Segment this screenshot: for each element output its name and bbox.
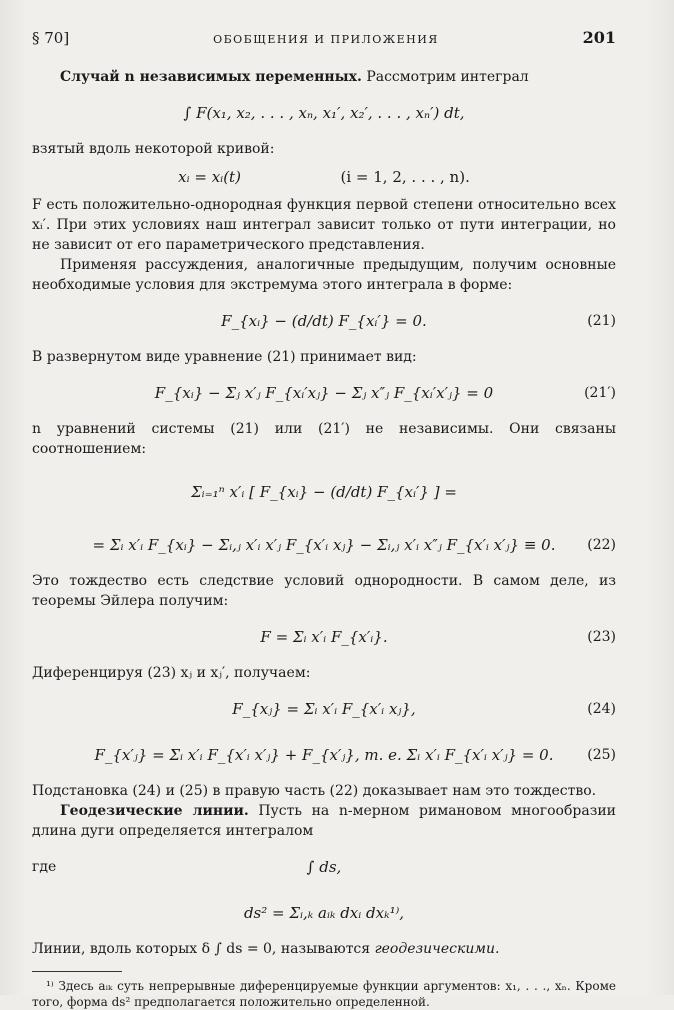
- run-in-heading: Случай n независимых переменных.: [60, 69, 362, 85]
- formula-21: [32, 301, 616, 341]
- paragraph-geodesic: [32, 801, 616, 841]
- paragraph-identity: Это тождество есть следствие условий однородности. В самом деле, из теоремы Эйлера получим:: [32, 573, 616, 609]
- section-ref: § 70]: [32, 29, 70, 47]
- equation-number-23: (23): [587, 629, 616, 645]
- formula-21-prime-expr: F_{xᵢ} − Σⱼ x′ⱼ F_{xᵢ′xⱼ} − Σⱼ x″ⱼ F_{xᵢ′x′ⱼ} = 0: [154, 384, 494, 402]
- footnote-divider: [32, 971, 122, 972]
- equation-number-24: (24): [587, 701, 616, 717]
- equation-number-25: (25): [587, 747, 616, 763]
- geodesic-definition-text: Линии, вдоль которых δ ∫ ds = 0, называются: [32, 941, 371, 957]
- paragraph-n-variables: [32, 67, 616, 87]
- formula-24-expr: F_{xⱼ} = Σᵢ x′ᵢ F_{x′ᵢ xⱼ},: [232, 700, 416, 718]
- formula-23-expr: F = Σᵢ x′ᵢ F_{x′ᵢ}.: [260, 628, 388, 646]
- paragraph-text: Рассмотрим интеграл: [366, 69, 529, 85]
- formula-24: [32, 689, 616, 729]
- formula-integral: ∫ F(x₁, x₂, . . . , xₙ, x₁′, x₂′, . . . , xₙ′) dt,: [183, 104, 465, 122]
- formula-22: [32, 525, 616, 565]
- paragraph-not-independent: n уравнений системы (21) или (21′) не независимы. Они связаны соотношением:: [32, 421, 616, 457]
- equation-number-21-prime: (21′): [584, 385, 616, 401]
- formula-curve: [32, 165, 616, 189]
- formula-23: [32, 617, 616, 657]
- formula-25-expr: F_{x′ⱼ} = Σᵢ x′ᵢ F_{x′ᵢ x′ⱼ} + F_{x′ⱼ}, т. е. Σᵢ x′ᵢ F_{x′ᵢ x′ⱼ} = 0.: [94, 746, 554, 764]
- curve-expr: xᵢ = xᵢ(t): [178, 168, 241, 186]
- formula-21-expr: F_{xᵢ} − (d/dt) F_{xᵢ′} = 0.: [221, 312, 427, 330]
- curve-range: (i = 1, 2, . . . , n).: [340, 168, 470, 186]
- page-header: [32, 28, 616, 47]
- formula-21-prime: [32, 373, 616, 413]
- formula-ds: [32, 847, 616, 887]
- paragraph-geodesic-text: Пусть на n-мерном римановом многообразии длина дуги определяется интегралом: [32, 803, 616, 839]
- formula-22-expr: = Σᵢ x′ᵢ F_{xᵢ} − Σᵢ,ⱼ x′ᵢ x′ⱼ F_{x′ᵢ xⱼ} − Σᵢ,ⱼ x′ᵢ x″ⱼ F_{x′ᵢ x′ⱼ} ≡ 0.: [92, 536, 556, 554]
- formula-ds2: ds² = Σᵢ,ₖ aᵢₖ dxᵢ dxₖ¹⁾,: [243, 904, 405, 922]
- formula-22-first-line: Σᵢ₌₁ⁿ x′ᵢ [ F_{xᵢ} − (d/dt) F_{xᵢ′} ] =: [191, 483, 457, 501]
- footnote: ¹⁾ Здесь aᵢₖ суть непрерывные диференцируемые функции аргументов: x₁, . . ., xₙ. Кроме того, форма ds² предполагается положительно определенной.: [32, 979, 616, 1009]
- paragraph-homogeneous: F есть положительно-однородная функция первой степени относительно всех xᵢ′. При этих условиях наш интеграл зависит только от пути интеграции, но не зависит от его параметрического представления.: [32, 197, 616, 253]
- paragraph-reasoning: Применяя рассуждения, аналогичные предыдущим, получим основные необходимые условия для экстремума этого интеграла в форме:: [32, 257, 616, 293]
- formula-25: [32, 735, 616, 775]
- paragraph-geodesic-definition: [32, 939, 616, 959]
- paragraph-expanded: В развернутом виде уравнение (21) принимает вид:: [32, 349, 417, 365]
- term-geodesic: геодезическими.: [374, 941, 500, 957]
- running-title: ОБОБЩЕНИЯ И ПРИЛОЖЕНИЯ: [213, 33, 439, 46]
- equation-number-21: (21): [587, 313, 616, 329]
- paragraph-along-curve: взятый вдоль некоторой кривой:: [32, 141, 275, 157]
- equation-number-22: (22): [587, 537, 616, 553]
- page-number: 201: [582, 28, 616, 47]
- paragraph-substitution: Подстановка (24) и (25) в правую часть (22) доказывает нам это тождество.: [32, 783, 597, 799]
- paragraph-differentiating: Диференцируя (23) xⱼ и xⱼ′, получаем:: [32, 665, 311, 681]
- word-gde: где: [32, 859, 57, 875]
- formula-ds-expr: ∫ ds,: [306, 858, 342, 876]
- run-in-heading-geodesic: Геодезические линии.: [60, 803, 249, 819]
